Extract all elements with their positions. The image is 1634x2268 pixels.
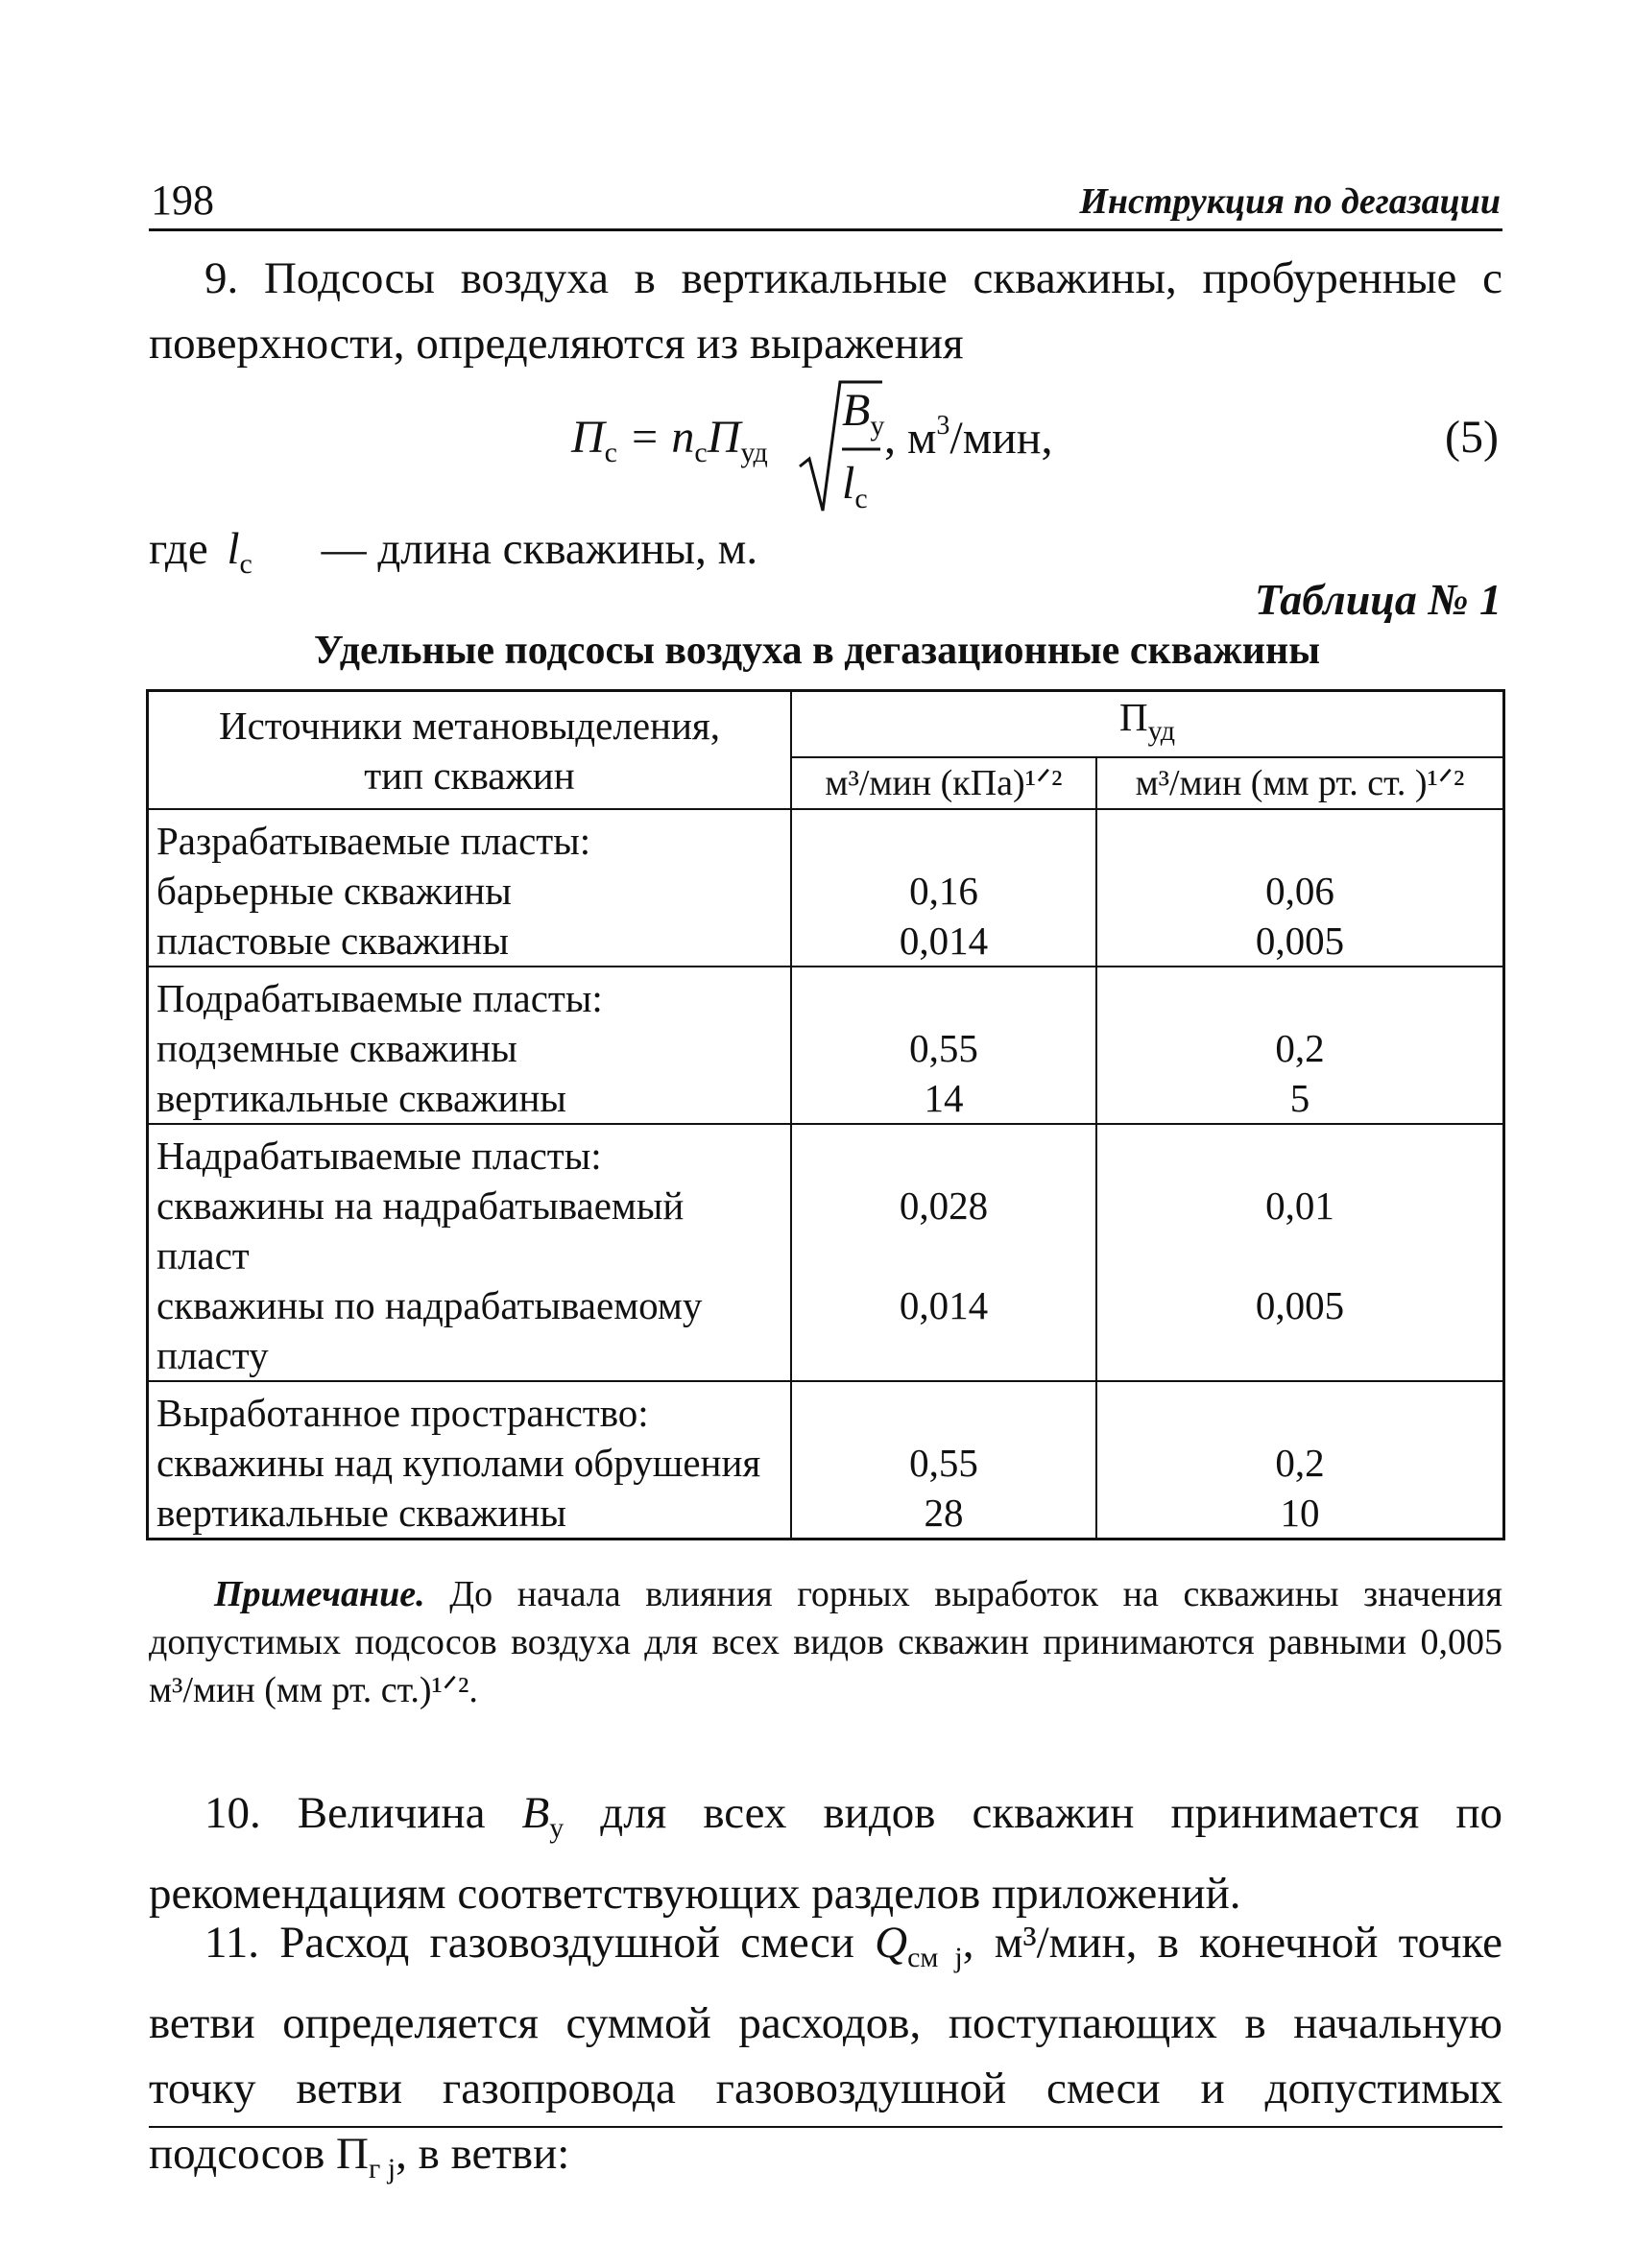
value-kpa: 0,16 xyxy=(909,869,978,913)
formula-lhs: $П_с = n_сП_{уд}$ xyxy=(571,412,768,468)
p11-post: , в ветви: xyxy=(396,2129,570,2179)
header-group-symbol: П xyxy=(1119,695,1148,739)
value-kpa: 0,55 xyxy=(909,1441,978,1485)
table-head xyxy=(148,691,1504,810)
where-var-symbol: l xyxy=(227,524,240,574)
value-mmhg: 0,005 xyxy=(1255,919,1345,963)
page-header xyxy=(149,177,1502,231)
air-leakage-table xyxy=(146,689,1505,1540)
n-subscript: с xyxy=(694,437,708,468)
blank-cell-line xyxy=(800,973,1088,1023)
formula-5 xyxy=(571,374,1301,518)
section-sources-cell xyxy=(148,1381,792,1540)
formula-unit xyxy=(884,411,1052,465)
table-body xyxy=(148,809,1504,1540)
source-type-line: барьерные скважины xyxy=(156,869,512,913)
value-mmhg: 0,06 xyxy=(1265,869,1334,913)
section-sources-cell xyxy=(148,967,792,1124)
page-number: 198 xyxy=(151,177,214,224)
blank-cell-line xyxy=(1105,1131,1495,1181)
source-type-line: пласт xyxy=(156,1233,250,1277)
section-values-mmhg-cell xyxy=(1096,1124,1504,1381)
header-source-line-2: тип скважин xyxy=(364,752,575,798)
paragraph-11 xyxy=(149,1910,1502,2202)
n-symbol: n xyxy=(671,412,695,463)
lhs-symbol: П xyxy=(571,412,605,463)
numerator-subscript: у xyxy=(870,410,885,442)
p11-mid: , м³/мин, в конечной точке ветви определяется суммой расходов, поступающих в начальную точку ветви газопровода газовоздушной смеси и допустимых подсосов П xyxy=(149,1918,1502,2179)
blank-cell-line xyxy=(800,1330,1088,1380)
source-type-line: вертикальные скважины xyxy=(156,1076,566,1120)
header-source xyxy=(148,691,792,810)
value-kpa: 0,014 xyxy=(899,919,989,963)
blank-cell-line xyxy=(800,816,1088,866)
p11-p-subscript: г j xyxy=(369,2153,396,2184)
note-label: Примечание. xyxy=(214,1574,425,1614)
where-var-subscript: с xyxy=(239,548,252,580)
blank-cell-line xyxy=(1105,816,1495,866)
p-subscript: уд xyxy=(740,437,768,468)
value-mmhg: 0,01 xyxy=(1265,1183,1334,1228)
note-text: До начала влияния горных выработок на скважины значения допустимых подсосов воздуха для всех видов скважин принимаются равными 0,005 м³/мин (мм рт. ст.)¹ᐟ². xyxy=(149,1574,1502,1710)
header-unit-kpa: м³/мин (кПа)¹ᐟ² xyxy=(791,757,1096,809)
numerator-symbol: B xyxy=(842,385,871,436)
where-prefix: где xyxy=(149,524,208,574)
section-values-mmhg-cell xyxy=(1096,1381,1504,1540)
blank-cell-line xyxy=(800,1230,1088,1280)
unit-prefix: , м xyxy=(884,413,937,464)
where-clause xyxy=(149,523,757,581)
source-type-line: подземные скважины xyxy=(156,1026,517,1070)
value-kpa: 0,55 xyxy=(909,1026,978,1070)
denominator-symbol: l xyxy=(842,458,855,509)
value-mmhg: 0,2 xyxy=(1275,1026,1325,1070)
value-kpa: 28 xyxy=(924,1491,964,1535)
source-type-line: пластовые скважины xyxy=(156,919,509,963)
source-type-line: пласту xyxy=(156,1333,269,1377)
blank-cell-line xyxy=(1105,973,1495,1023)
table-section-row xyxy=(148,967,1504,1124)
denominator-subscript: с xyxy=(854,483,868,514)
section-title: Надрабатываемые пласты: xyxy=(156,1134,602,1178)
section-sources-cell xyxy=(148,1124,792,1381)
paragraph-9: 9. Подсосы воздуха в вертикальные скважины, пробуренные с поверхности, определяются из выражения xyxy=(149,253,1502,369)
section-values-kpa-cell xyxy=(791,809,1096,967)
source-type-line: скважины над куполами обрушения xyxy=(156,1441,761,1485)
header-group xyxy=(791,691,1504,758)
table-section-row xyxy=(148,1381,1504,1540)
unit-superscript: 3 xyxy=(936,411,950,441)
section-values-kpa-cell xyxy=(791,1124,1096,1381)
p11-var-subscript: см j xyxy=(907,1942,963,1973)
header-group-subscript: уд xyxy=(1147,715,1175,747)
section-title: Подрабатываемые пласты: xyxy=(156,976,603,1020)
section-title: Выработанное пространство: xyxy=(156,1391,649,1435)
p-symbol: П xyxy=(707,412,741,463)
p10-var-subscript: у xyxy=(549,1812,565,1844)
equation-number: (5) xyxy=(1445,412,1499,463)
header-row-1 xyxy=(148,691,1504,758)
source-type-line: вертикальные скважины xyxy=(156,1491,566,1535)
fraction-denominator xyxy=(842,457,868,515)
lhs-subscript: с xyxy=(604,437,617,468)
where-definition: — длина скважины, м. xyxy=(321,524,758,574)
value-mmhg: 5 xyxy=(1289,1076,1310,1120)
p10-var: B xyxy=(521,1788,550,1838)
table-label: Таблица № 1 xyxy=(1254,575,1502,624)
blank-cell-line xyxy=(1105,1388,1495,1438)
value-kpa: 14 xyxy=(924,1076,964,1120)
section-values-kpa-cell xyxy=(791,967,1096,1124)
blank-cell-line xyxy=(800,1388,1088,1438)
table-section-row xyxy=(148,809,1504,967)
section-values-mmhg-cell xyxy=(1096,809,1504,967)
source-type-line: скважины на надрабатываемый xyxy=(156,1183,685,1228)
p10-post: для всех видов скважин принимается по рекомендациям соответствующих разделов приложений. xyxy=(149,1788,1502,1919)
fraction-numerator xyxy=(842,384,884,442)
section-values-kpa-cell xyxy=(791,1381,1096,1540)
p11-var: Q xyxy=(875,1918,908,1968)
blank-cell-line xyxy=(800,1131,1088,1181)
table-note xyxy=(149,1570,1502,1714)
table-section-row xyxy=(148,1124,1504,1381)
section-title: Разрабатываемые пласты: xyxy=(156,819,591,863)
paragraph-10 xyxy=(149,1780,1502,1926)
value-mmhg: 0,2 xyxy=(1275,1441,1325,1485)
value-mmhg: 10 xyxy=(1280,1491,1320,1535)
section-values-mmhg-cell xyxy=(1096,967,1504,1124)
blank-cell-line xyxy=(1105,1330,1495,1380)
source-type-line: скважины по надрабатываемому xyxy=(156,1283,703,1327)
section-sources-cell xyxy=(148,809,792,967)
value-kpa: 0,028 xyxy=(899,1183,989,1228)
p11-pre: 11. Расход газовоздушной смеси xyxy=(204,1918,876,1968)
footer-rule xyxy=(149,2126,1502,2128)
value-kpa: 0,014 xyxy=(899,1283,989,1327)
blank-cell-line xyxy=(1105,1230,1495,1280)
header-unit-mmhg: м³/мин (мм рт. ст. )¹ᐟ² xyxy=(1096,757,1504,809)
where-variable xyxy=(227,524,252,580)
header-source-line-1: Источники метановыделения, xyxy=(218,703,721,748)
table-title: Удельные подсосы воздуха в дегазационные скважины xyxy=(313,629,1320,673)
running-title: Инструкция по дегазации xyxy=(1079,181,1501,222)
unit-suffix: /мин, xyxy=(949,413,1053,464)
value-mmhg: 0,005 xyxy=(1255,1283,1345,1327)
p10-pre: 10. Величина xyxy=(204,1788,522,1838)
